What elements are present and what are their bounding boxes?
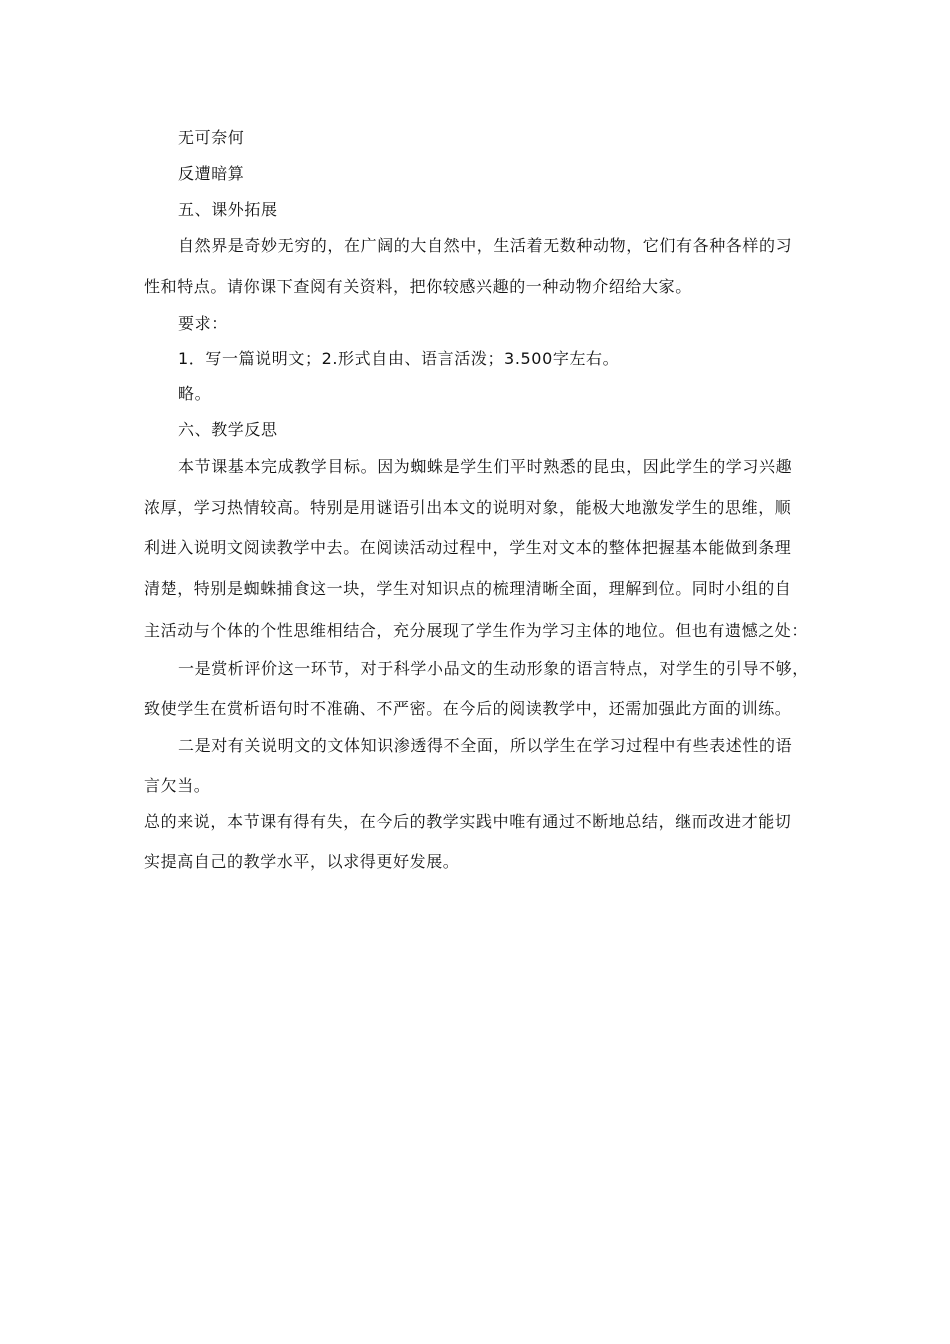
section-heading: 六、教学反思 — [178, 420, 278, 439]
text-line: 言欠当。 — [144, 776, 211, 795]
text-line: 1．写一篇说明文；2.形式自由、语言活泼；3.500字左右。 — [178, 349, 620, 368]
text-line: 自然界是奇妙无穷的，在广阔的大自然中，生活着无数种动物，它们有各种各样的习 — [178, 236, 793, 255]
text-line: 反遭暗算 — [178, 164, 245, 183]
text-line: 要求： — [178, 314, 228, 333]
text-line: 利进入说明文阅读教学中去。在阅读活动过程中，学生对文本的整体把握基本能做到条理 — [144, 538, 792, 557]
text-line: 二是对有关说明文的文体知识渗透得不全面，所以学生在学习过程中有些表述性的语 — [178, 736, 793, 755]
text-line: 本节课基本完成教学目标。因为蜘蛛是学生们平时熟悉的昆虫，因此学生的学习兴趣 — [178, 457, 793, 476]
text-line: 实提高自己的教学水平，以求得更好发展。 — [144, 852, 460, 871]
text-line: 总的来说，本节课有得有失，在今后的教学实践中唯有通过不断地总结，继而改进才能切 — [144, 812, 792, 831]
text-line: 一是赏析评价这一环节，对于科学小品文的生动形象的语言特点，对学生的引导不够， — [178, 659, 809, 678]
text-line: 清楚，特别是蜘蛛捕食这一块，学生对知识点的梳理清晰全面，理解到位。同时小组的自 — [144, 579, 792, 598]
text-line: 略。 — [178, 384, 212, 403]
text-line: 主活动与个体的个性思维相结合，充分展现了学生作为学习主体的地位。但也有遗憾之处： — [144, 621, 809, 640]
text-line: 无可奈何 — [178, 128, 245, 147]
text-line: 致使学生在赏析语句时不准确、不严密。在今后的阅读教学中，还需加强此方面的训练。 — [144, 699, 792, 718]
text-line: 性和特点。请你课下查阅有关资料，把你较感兴趣的一种动物介绍给大家。 — [144, 277, 692, 296]
text-line: 浓厚，学习热情较高。特别是用谜语引出本文的说明对象，能极大地激发学生的思维，顺 — [144, 498, 792, 517]
section-heading: 五、课外拓展 — [178, 200, 278, 219]
